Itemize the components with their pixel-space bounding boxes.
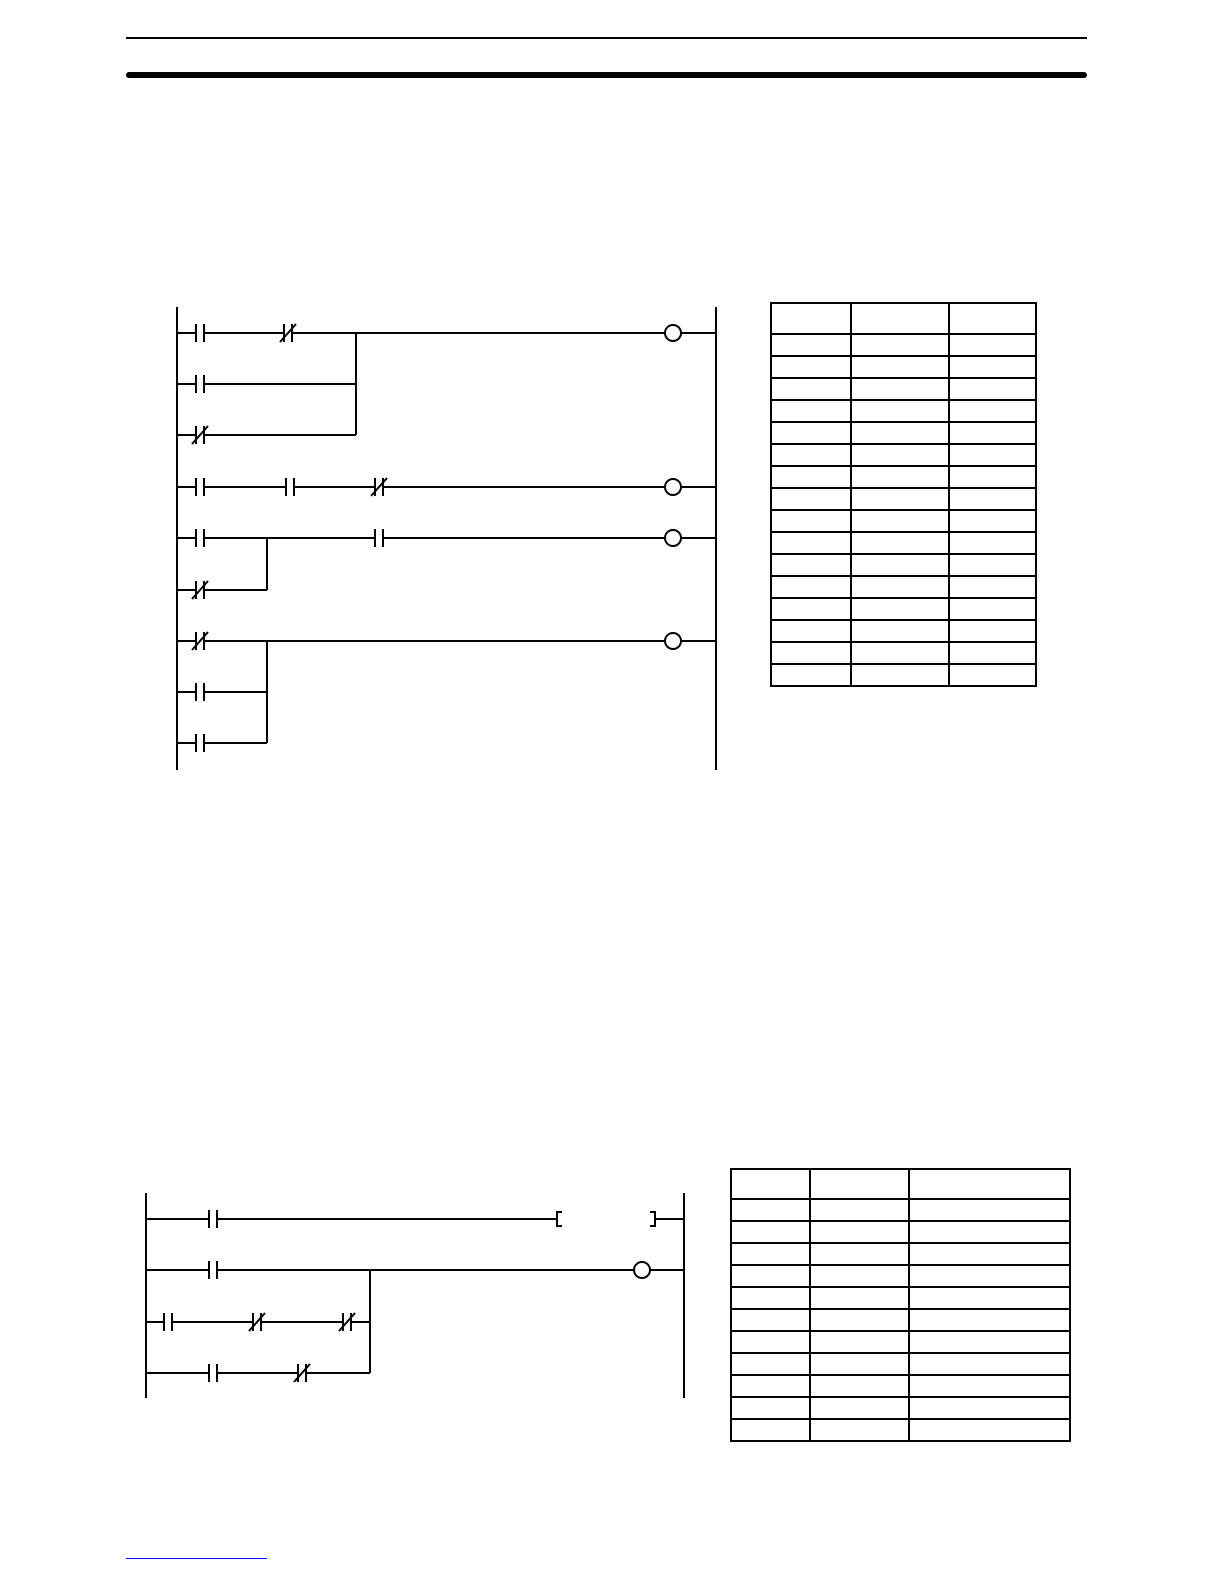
output-coil-icon bbox=[665, 325, 681, 341]
nc-contact-icon bbox=[369, 478, 389, 496]
no-contact-icon bbox=[158, 1313, 178, 1331]
no-contact-icon bbox=[203, 1210, 223, 1228]
nc-contact-icon bbox=[292, 1364, 312, 1382]
no-contact-icon bbox=[369, 529, 389, 547]
no-contact-icon bbox=[190, 375, 210, 393]
rung-1 bbox=[177, 324, 716, 444]
rung-1 bbox=[146, 1210, 684, 1228]
instruction-bracket-right-icon bbox=[650, 1212, 655, 1226]
rung-3 bbox=[177, 529, 716, 599]
output-coil-icon bbox=[634, 1262, 650, 1278]
instruction-bracket-left-icon bbox=[557, 1212, 562, 1226]
rung-2 bbox=[146, 1261, 684, 1382]
no-contact-icon bbox=[190, 478, 210, 496]
no-contact-icon bbox=[203, 1261, 223, 1279]
ladder-diagram-2 bbox=[146, 1193, 684, 1398]
rung-4 bbox=[177, 632, 716, 752]
nc-contact-icon bbox=[247, 1313, 267, 1331]
output-coil-icon bbox=[665, 633, 681, 649]
no-contact-icon bbox=[280, 478, 300, 496]
no-contact-icon bbox=[190, 734, 210, 752]
output-coil-icon bbox=[665, 479, 681, 495]
nc-contact-icon bbox=[337, 1313, 357, 1331]
rung-2 bbox=[177, 478, 716, 496]
nc-contact-icon bbox=[190, 426, 210, 444]
instruction-table-2 bbox=[730, 1168, 1071, 1442]
no-contact-icon bbox=[190, 683, 210, 701]
nc-contact-icon bbox=[190, 581, 210, 599]
no-contact-icon bbox=[190, 324, 210, 342]
footer-link-underline[interactable] bbox=[126, 1558, 267, 1559]
ladder-diagram-1 bbox=[177, 307, 716, 770]
nc-contact-icon bbox=[278, 324, 298, 342]
nc-contact-icon bbox=[190, 632, 210, 650]
instruction-table-1 bbox=[770, 302, 1037, 687]
output-coil-icon bbox=[665, 530, 681, 546]
no-contact-icon bbox=[203, 1364, 223, 1382]
no-contact-icon bbox=[190, 529, 210, 547]
